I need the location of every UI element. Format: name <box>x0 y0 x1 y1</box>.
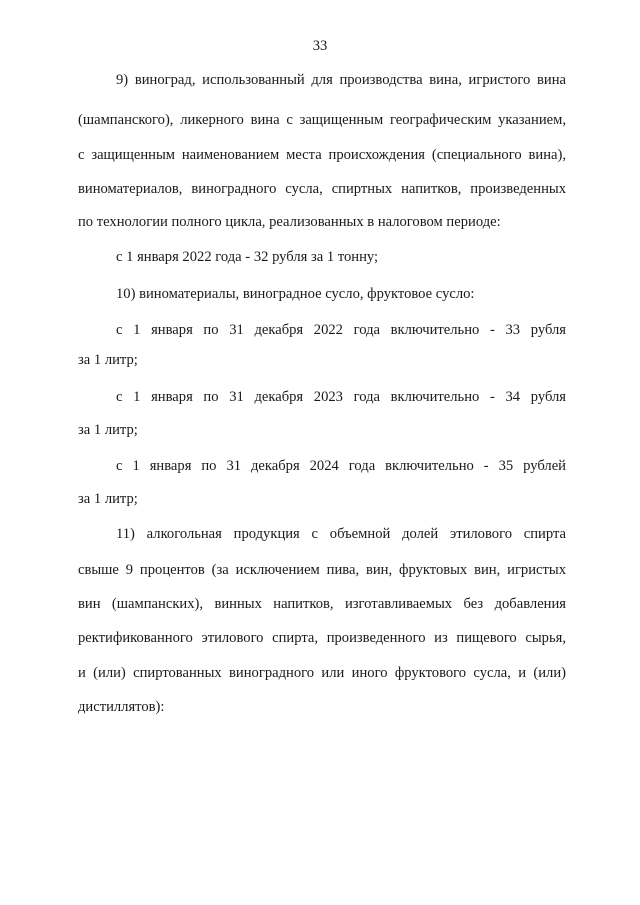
paragraph-line: виноматериалов, виноградного сусла, спиртных напитков, произведенных <box>78 181 566 197</box>
paragraph-line: с защищенным наименованием места происхождения (специального вина), <box>78 147 566 163</box>
paragraph-line: за 1 литр; <box>78 422 138 438</box>
paragraph-line: дистиллятов): <box>78 699 165 715</box>
page-number: 33 <box>312 38 328 54</box>
paragraph-line: свыше 9 процентов (за исключением пива, вин, фруктовых вин, игристых <box>78 562 566 578</box>
paragraph-line: 11) алкогольная продукция с объемной долей этилового спирта <box>116 526 566 542</box>
paragraph-line: за 1 литр; <box>78 491 138 507</box>
paragraph-line: с 1 января по 31 декабря 2022 года включительно - 33 рубля <box>116 322 566 338</box>
paragraph-line: (шампанского), ликерного вина с защищенным географическим указанием, <box>78 112 566 128</box>
paragraph-line: 9) виноград, использованный для производства вина, игристого вина <box>116 72 566 88</box>
paragraph-line: с 1 января 2022 года - 32 рубля за 1 тонну; <box>116 249 379 265</box>
paragraph-line: по технологии полного цикла, реализованных в налоговом периоде: <box>78 214 501 230</box>
paragraph-line: с 1 января по 31 декабря 2024 года включительно - 35 рублей <box>116 458 566 474</box>
paragraph-line: с 1 января по 31 декабря 2023 года включительно - 34 рубля <box>116 389 566 405</box>
paragraph-line: за 1 литр; <box>78 352 138 368</box>
paragraph-line: 10) виноматериалы, виноградное сусло, фруктовое сусло: <box>116 286 475 302</box>
paragraph-line: вин (шампанских), винных напитков, изготавливаемых без добавления <box>78 596 566 612</box>
paragraph-line: ректификованного этилового спирта, произведенного из пищевого сырья, <box>78 630 566 646</box>
paragraph-line: и (или) спиртованных виноградного или иного фруктового сусла, и (или) <box>78 665 566 681</box>
